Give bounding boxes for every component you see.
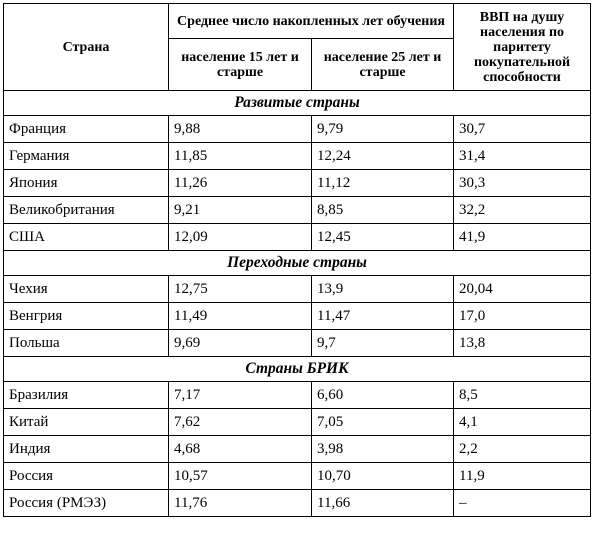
pop15-years-cell: 9,21 (169, 197, 312, 224)
gdp-ppp-cell: 4,1 (454, 409, 591, 436)
gdp-ppp-cell: 31,4 (454, 143, 591, 170)
education-column-header: Среднее число накопленных лет обучения (169, 4, 454, 39)
table-row (4, 303, 591, 330)
table-row (4, 436, 591, 463)
gdp-ppp-cell: 2,2 (454, 436, 591, 463)
pop25-years-cell: 8,85 (312, 197, 454, 224)
table-row (4, 143, 591, 170)
table-body (4, 91, 591, 517)
pop25-years-cell: 11,47 (312, 303, 454, 330)
pop15-years-cell: 4,68 (169, 436, 312, 463)
gdp-ppp-cell: – (454, 490, 591, 517)
pop15-years-cell: 11,76 (169, 490, 312, 517)
country-cell: Германия (4, 143, 169, 170)
pop15-years-cell: 11,85 (169, 143, 312, 170)
gdp-ppp-cell: 17,0 (454, 303, 591, 330)
table-row (4, 170, 591, 197)
country-cell: Чехия (4, 276, 169, 303)
pop25-years-cell: 6,60 (312, 382, 454, 409)
pop25-years-cell: 13,9 (312, 276, 454, 303)
table-header (4, 4, 591, 91)
pop15-years-cell: 12,75 (169, 276, 312, 303)
pop15-years-cell: 11,49 (169, 303, 312, 330)
gdp-ppp-cell: 11,9 (454, 463, 591, 490)
pop15-years-cell: 10,57 (169, 463, 312, 490)
country-cell: Великобритания (4, 197, 169, 224)
pop25-years-cell: 11,12 (312, 170, 454, 197)
country-column-header: Страна (4, 4, 169, 91)
pop15-years-cell: 7,62 (169, 409, 312, 436)
table-row (4, 409, 591, 436)
pop25-years-cell: 11,66 (312, 490, 454, 517)
gdp-ppp-cell: 8,5 (454, 382, 591, 409)
pop15-years-cell: 9,88 (169, 116, 312, 143)
pop15-column-header: население 15 лет и старше (169, 39, 312, 91)
table-row (4, 490, 591, 517)
table-row (4, 116, 591, 143)
pop15-years-cell: 9,69 (169, 330, 312, 357)
table-row (4, 330, 591, 357)
country-cell: Япония (4, 170, 169, 197)
table-row (4, 197, 591, 224)
gdp-ppp-cell: 30,7 (454, 116, 591, 143)
group-title: Переходные страны (4, 251, 591, 276)
pop25-years-cell: 7,05 (312, 409, 454, 436)
country-cell: Польша (4, 330, 169, 357)
table-row (4, 224, 591, 251)
group-title: Страны БРИК (4, 357, 591, 382)
pop25-column-header: население 25 лет и старше (312, 39, 454, 91)
pop25-years-cell: 12,45 (312, 224, 454, 251)
country-cell: Индия (4, 436, 169, 463)
table-row (4, 382, 591, 409)
group-header-row (4, 91, 591, 116)
gdp-ppp-cell: 32,2 (454, 197, 591, 224)
pop25-years-cell: 9,79 (312, 116, 454, 143)
pop15-years-cell: 12,09 (169, 224, 312, 251)
table-row (4, 463, 591, 490)
table-row (4, 276, 591, 303)
pop15-years-cell: 7,17 (169, 382, 312, 409)
gdp-ppp-cell: 20,04 (454, 276, 591, 303)
country-cell: Бразилия (4, 382, 169, 409)
gdp-ppp-cell: 41,9 (454, 224, 591, 251)
group-header-row (4, 251, 591, 276)
gdp-ppp-cell: 30,3 (454, 170, 591, 197)
pop25-years-cell: 10,70 (312, 463, 454, 490)
country-cell: Китай (4, 409, 169, 436)
country-cell: США (4, 224, 169, 251)
pop25-years-cell: 3,98 (312, 436, 454, 463)
country-cell: Россия (РМЭЗ) (4, 490, 169, 517)
country-cell: Венгрия (4, 303, 169, 330)
pop25-years-cell: 12,24 (312, 143, 454, 170)
group-title: Развитые страны (4, 91, 591, 116)
group-header-row (4, 357, 591, 382)
education-gdp-table (3, 3, 591, 517)
country-cell: Россия (4, 463, 169, 490)
pop15-years-cell: 11,26 (169, 170, 312, 197)
country-cell: Франция (4, 116, 169, 143)
pop25-years-cell: 9,7 (312, 330, 454, 357)
gdp-column-header: ВВП на душу населения по паритету покупательной способности (454, 4, 591, 91)
gdp-ppp-cell: 13,8 (454, 330, 591, 357)
